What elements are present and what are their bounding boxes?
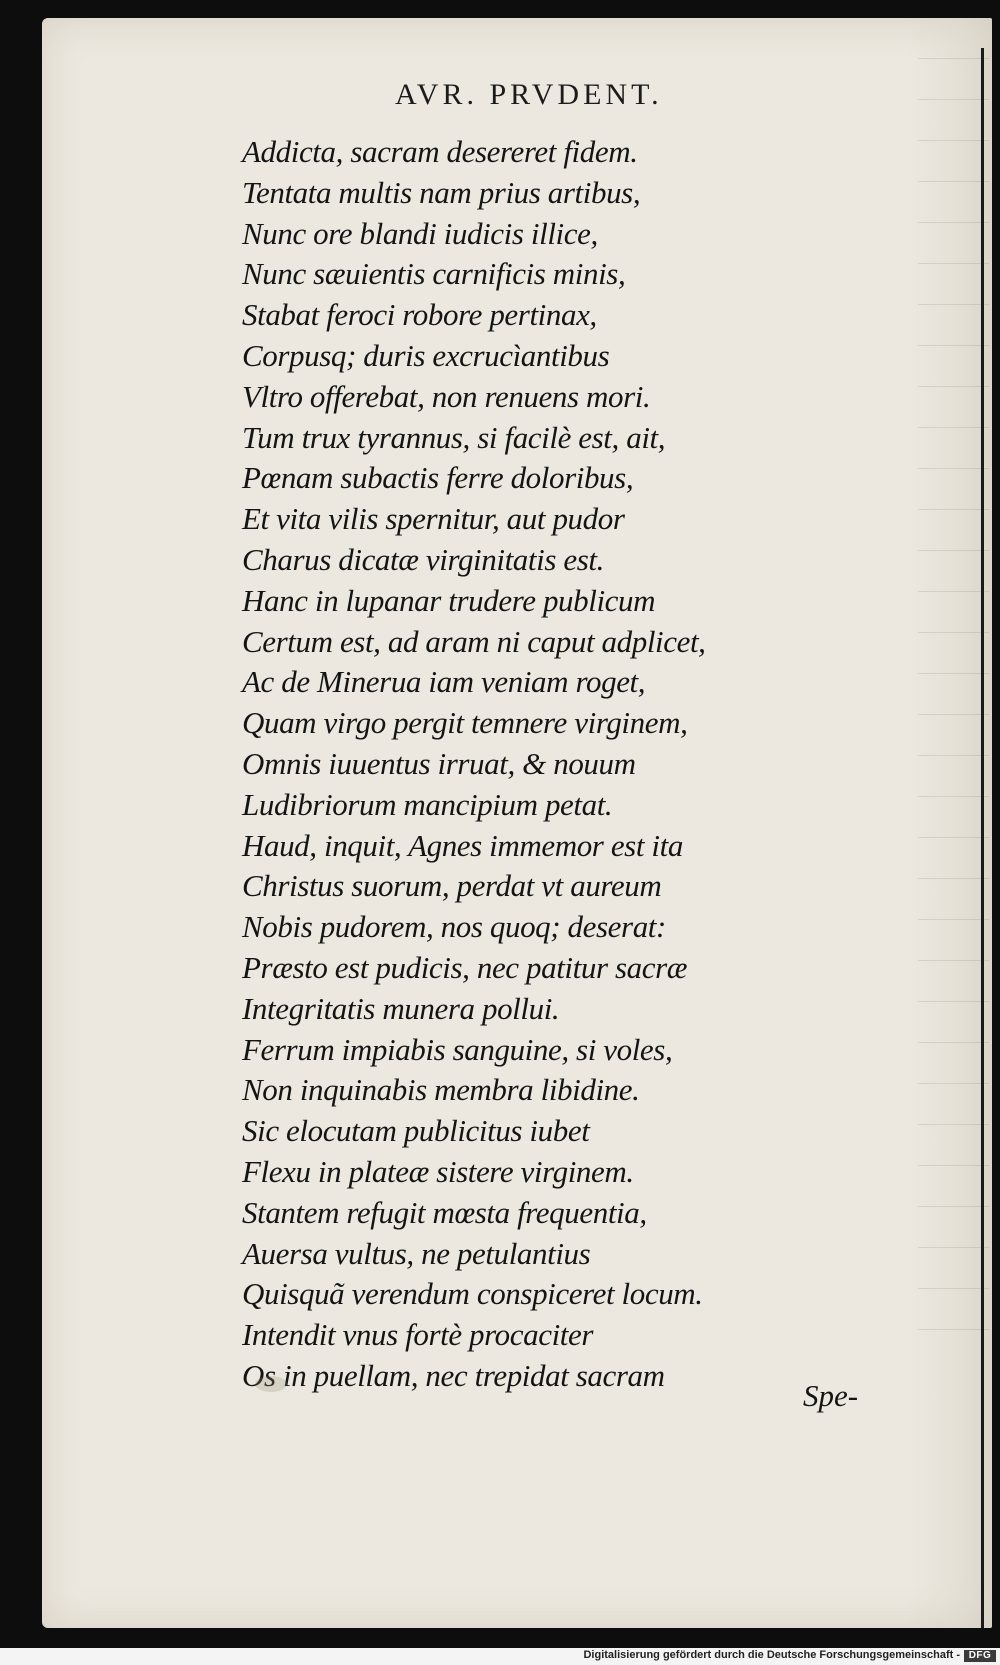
funding-notice: Digitalisierung gefördert durch die Deutsche Forschungsgemeinschaft -	[583, 1649, 960, 1661]
dfg-logo: DFG	[964, 1650, 996, 1662]
verse-line: Quam virgo pergit temnere virginem,	[242, 705, 688, 741]
verse-line: Nunc sæuientis carnificis minis,	[242, 256, 626, 292]
verse-line: Pœnam subactis ferre doloribus,	[242, 460, 634, 496]
verse-line: Stabat feroci robore pertinax,	[242, 297, 597, 333]
verse-line: Christus suorum, perdat vt aureum	[242, 868, 662, 904]
verse-line: Flexu in plateæ sistere virginem.	[242, 1153, 634, 1189]
verse-line: Certum est, ad aram ni caput adplicet,	[242, 623, 706, 659]
page-edge	[981, 48, 984, 1628]
verse-line: Nunc ore blandi iudicis illice,	[242, 215, 598, 251]
verse-line: Os in puellam, nec trepidat sacram	[242, 1357, 665, 1393]
verse-line: Nobis pudorem, nos quoq; deserat:	[242, 909, 666, 945]
verse-line: Et vita vilis spernitur, aut pudor	[242, 501, 625, 537]
verse-line: Integritatis munera pollui.	[242, 990, 560, 1026]
verse-line: Sic elocutam publicitus iubet	[242, 1113, 590, 1149]
verse-line: Auersa vultus, ne petulantius	[242, 1235, 591, 1271]
verse-line: Ac de Minerua iam veniam roget,	[242, 664, 646, 700]
verse-line: Tentata multis nam prius artibus,	[242, 174, 641, 210]
verse-line: Quisquã verendum conspiceret locum.	[242, 1276, 703, 1312]
verse-line: Charus dicatæ virginitatis est.	[242, 541, 604, 577]
ink-smudge	[255, 1376, 287, 1392]
verse-line: Ludibriorum mancipium petat.	[242, 786, 613, 822]
verse-line: Haud, inquit, Agnes immemor est ita	[242, 827, 683, 863]
poem-text	[242, 132, 706, 1397]
verse-line: Stantem refugit mœsta frequentia,	[242, 1194, 647, 1230]
bleed-through-text	[907, 18, 992, 1628]
verse-line: Hanc in lupanar trudere publicum	[242, 582, 656, 618]
verse-line: Corpusq; duris excrucìantibus	[242, 337, 610, 373]
verse-line: Præsto est pudicis, nec patitur sacræ	[242, 949, 688, 985]
verse-line: Addicta, sacram desereret fidem.	[242, 134, 638, 169]
verse-line: Omnis iuuentus irruat, & nouum	[242, 745, 636, 781]
verse-line: Intendit vnus fortè procaciter	[242, 1317, 594, 1353]
verse-line: Ferrum impiabis sanguine, si voles,	[242, 1031, 673, 1067]
running-header: AVR. PRVDENT.	[395, 78, 663, 111]
footer-bar	[0, 1648, 1000, 1665]
catchword: Spe-	[803, 1378, 859, 1413]
verse-line: Vltro offerebat, non renuens mori.	[242, 378, 651, 414]
verse-line: Tum trux tyrannus, si facilè est, ait,	[242, 419, 666, 455]
verse-line: Non inquinabis membra libidine.	[242, 1072, 640, 1108]
